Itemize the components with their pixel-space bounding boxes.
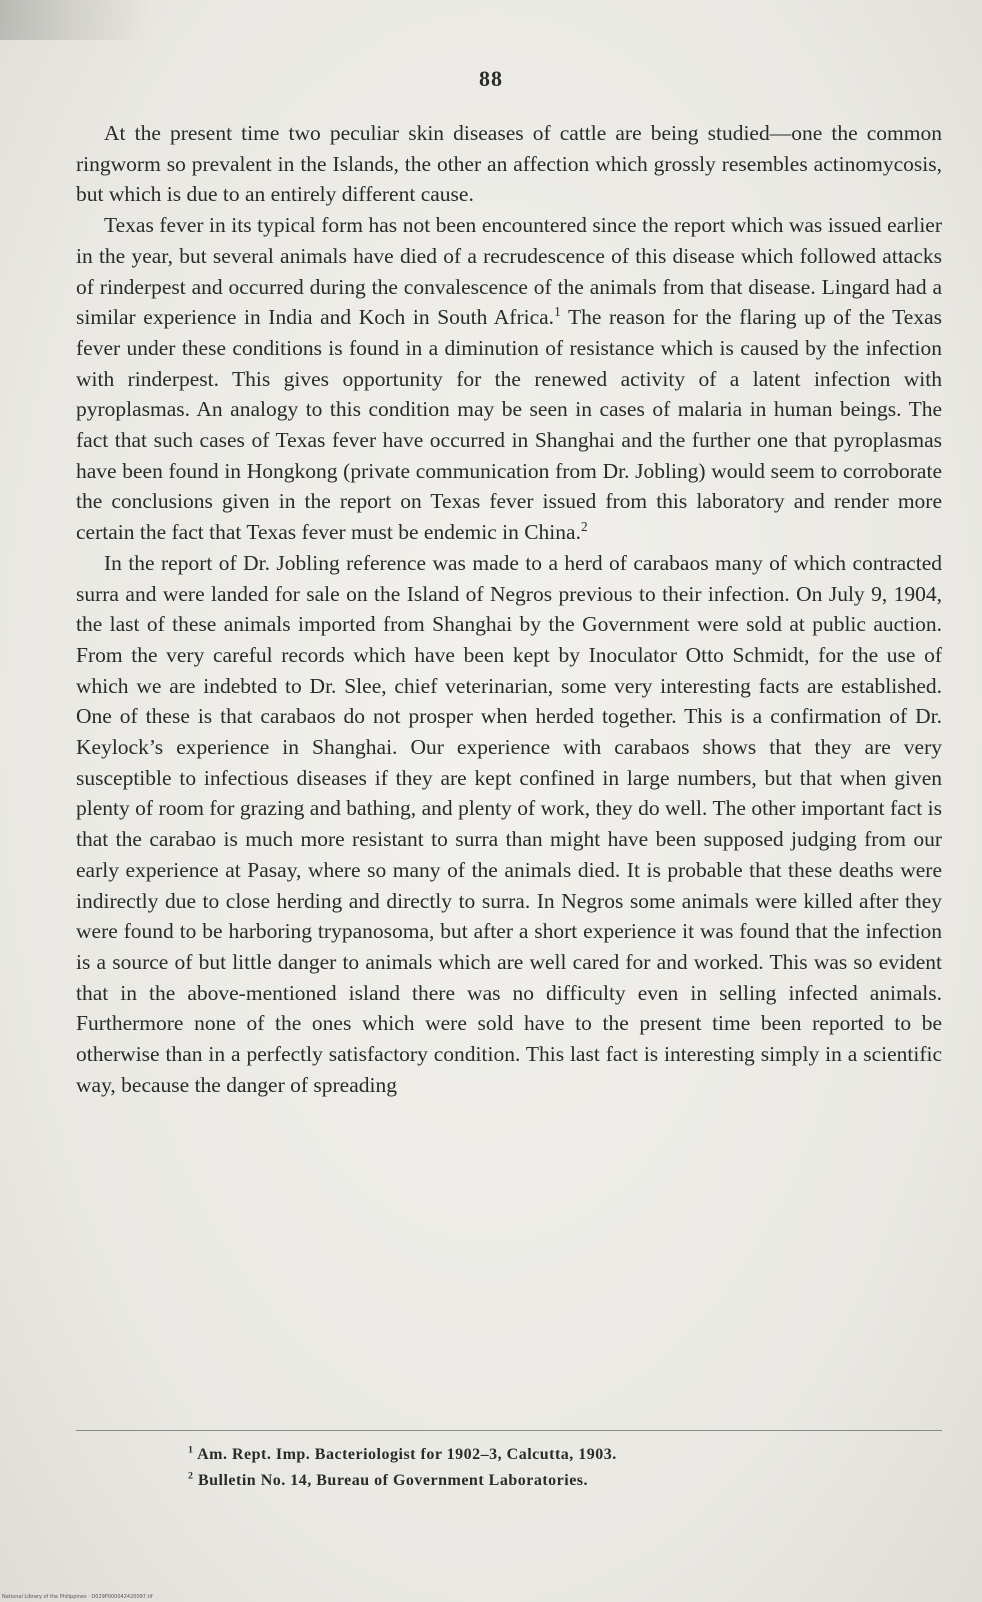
body-text xyxy=(76,118,942,1101)
footnote-ref-1: 1 xyxy=(554,304,561,320)
footnote-text-2: Bulletin No. 14, Bureau of Government Laboratories. xyxy=(197,1472,589,1489)
footnotes xyxy=(188,1442,888,1494)
footnote-mark-2: 2 xyxy=(188,1470,194,1482)
scan-imprint: National Library of the Philippines · D029P000042420097.tif xyxy=(2,1594,153,1600)
footnote-divider xyxy=(76,1430,942,1431)
footnote-text-1: Am. Rept. Imp. Bacteriologist for 1902–3, Calcutta, 1903. xyxy=(197,1446,617,1463)
paragraph-carabaos: In the report of Dr. Jobling reference was made to a herd of carabaos many of which contracted surra and were landed for sale on the Island of Negros previous to their infection. On July 9, 1904, the last of these animals imported from Shanghai by the Government were sold at public auction. From the very careful records which have been kept by Inoculator Otto Schmidt, for the use of which we are indebted to Dr. Slee, chief veterinarian, some very interesting facts are established. One of these is that carabaos do not prosper when herded together. This is a confirmation of Dr. Keylock’s experience in Shanghai. Our experience with carabaos shows that they are very susceptible to infectious diseases if they are kept confined in large numbers, but that when given plenty of room for grazing and bathing, and plenty of work, they do well. The other important fact is that the carabao is much more resistant to surra than might have been supposed judging from our early experience at Pasay, where so many of the animals died. It is probable that these deaths were indirectly due to close herding and directly to surra. In Negros some animals were killed after they were found to be harboring trypanosoma, but after a short experience it was found that the infection is a source of but little danger to animals which are well cared for and worked. This was so evident that in the above-mentioned island there was no difficulty even in selling infected animals. Furthermore none of the ones which were sold have to the present time been reported to be otherwise than in a perfectly satisfactory condition. This last fact is interesting simply in a scientific way, because the danger of spreading xyxy=(76,550,942,1097)
paragraph-texas-fever xyxy=(76,210,942,548)
footnote-mark-1: 1 xyxy=(188,1444,194,1456)
footnote-ref-2: 2 xyxy=(580,518,588,534)
page-number: 88 xyxy=(479,66,503,91)
paragraph-skin-diseases: At the present time two peculiar skin diseases of cattle are being studied—one the common ringworm so prevalent in the Islands, the other an affection which grossly resembles actinomycosis, but which is due to an entirely different cause. xyxy=(76,121,942,207)
paragraph-texas-fever-text: Texas fever in its typical form has not been encountered since the report which was issued earlier in the year, but several animals have died of a recrudescence of this disease which followed attacks of rinderpest and occurred during the convalescence of the animals from that disease. Lingard had a similar experience in India and Koch in South Africa. xyxy=(76,213,942,330)
footnote-2 xyxy=(188,1468,888,1494)
footnote-1 xyxy=(188,1442,888,1468)
scan-smudge xyxy=(0,0,150,40)
paragraph-texas-fever-continued: The reason for the flaring up of the Texas fever under these conditions is found in a diminution of resistance which is caused by the infection with rinderpest. This gives opportunity for the renewed activity of a latent infection with pyroplasmas. An analogy to this condition may be seen in cases of malaria in human beings. The fact that such cases of Texas fever have occurred in Shanghai and the further one that pyroplasmas have been found in Hongkong (private communication from Dr. Jobling) would seem to corroborate the conclusions given in the report on Texas fever issued from this laboratory and render more certain the fact that Texas fever must be endemic in China. xyxy=(76,305,942,545)
